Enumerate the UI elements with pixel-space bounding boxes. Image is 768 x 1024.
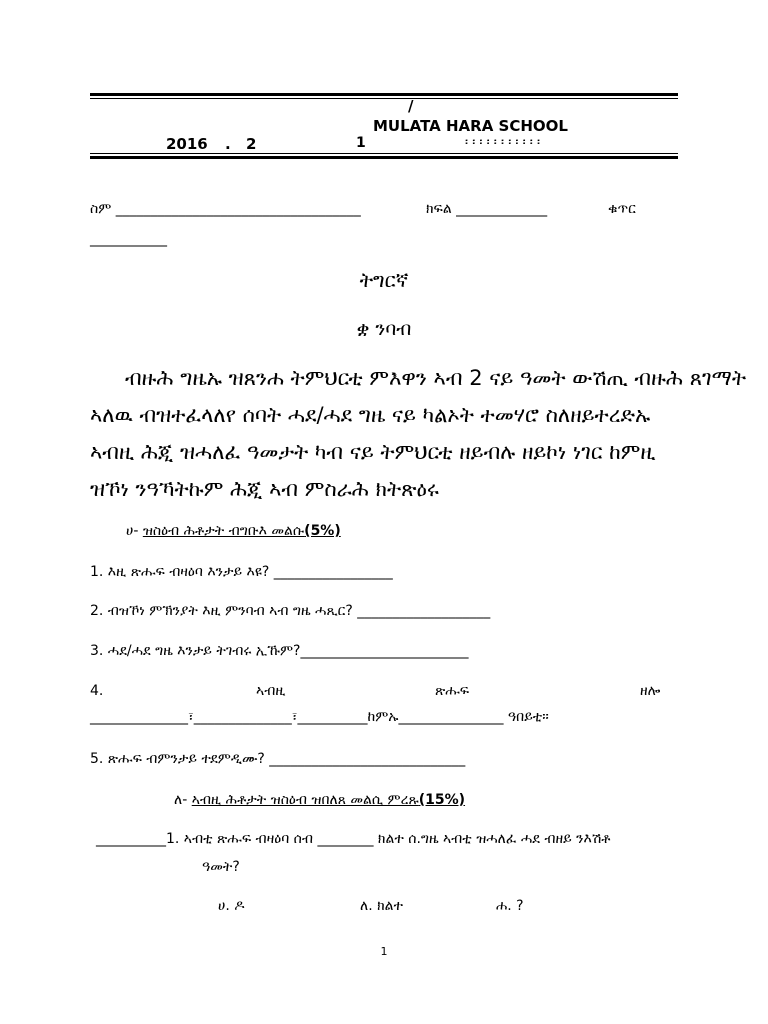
question-3 xyxy=(90,643,468,659)
section-b-marker: ለ- xyxy=(174,792,192,808)
section-a-marker: ሀ- xyxy=(126,523,143,539)
roll-line[interactable]: ___________ xyxy=(90,231,167,247)
question-4-blanks xyxy=(90,709,549,725)
question-1-text: 1. እዚ ጽሑፍ ብዛዕባ እንታይ እዩ? xyxy=(90,564,270,580)
header-slash: / xyxy=(408,97,414,115)
header-year: 2016 xyxy=(166,135,208,153)
header-exam-type: ፡ ፡ ፡ ፡ ፡ ፡ ፡ ፡ ፡ ፡ ፡ xyxy=(465,135,541,150)
mc-answer-blank[interactable]: __________ xyxy=(96,831,166,847)
page-number: 1 xyxy=(380,945,388,958)
section-subtitle: ቋ ንባብ xyxy=(356,318,412,340)
question-5-text: 5. ጽሑፍ ብምንታይ ተደምዲሙ? xyxy=(90,751,265,767)
q4-ending: ዓበይቲ። xyxy=(507,709,549,725)
mc-question-1-text: 1. ኣብቲ ጽሑፍ ብዛዕባ ሰብ ________ ክልተ ሰ.ግዜ ኣብቲ ዝሓለፈ ሓደ ብዘይ ንእሽቶ xyxy=(166,831,611,847)
passage-line-4: ዝኾነ ንዓኻትኩም ሕጂ ኣብ ምስራሕ ክትጽዕሩ xyxy=(90,477,439,501)
section-a-points: (5%) xyxy=(304,523,341,539)
q4-blank-3[interactable]: __________ xyxy=(297,709,368,725)
roll-label: ቁጥር xyxy=(608,201,636,217)
name-label: ስም xyxy=(90,201,116,217)
name-field xyxy=(90,201,361,217)
passage-line-1: ብዙሕ ግዜኡ ዝጸንሐ ትምህርቲ ምእዋን ኣብ 2 ናይ ዓመት ውሽጢ ብዙሕ ጸገማት xyxy=(125,366,747,390)
header-bottom-rule-thick xyxy=(90,156,678,159)
section-a-instruction: ዝስዕብ ሕቶታት ብግቡእ መልሱ xyxy=(142,523,305,539)
passage-line-3: ኣብዚ ሕጂ ዝሓለፈ ዓመታት ካብ ናይ ትምህርቲ ዘይብሉ ዘይኮነ ነገር ከምዚ xyxy=(90,440,656,464)
section-a-heading xyxy=(126,523,341,539)
name-line[interactable]: ___________________________________ xyxy=(115,201,361,217)
mc-question-1 xyxy=(96,831,610,847)
q4-separator-3: ከምኡ xyxy=(367,709,399,725)
header-term: 2 xyxy=(246,135,257,153)
question-1-answer-line[interactable]: _________________ xyxy=(273,564,393,580)
header-grade: 1 xyxy=(356,135,366,151)
section-b-instruction: ኣብዚ ሕቶታት ዝስዕብ ዝበለጸ መልሲ ምረጹ xyxy=(191,792,419,808)
exam-subject-title: ትግርኛ xyxy=(359,268,409,292)
school-name: MULATA HARA SCHOOL xyxy=(373,117,568,135)
section-b-heading xyxy=(174,792,465,808)
question-3-text: 3. ሓደ/ሓደ ግዜ እንታይ ትገብሩ ኢኹም? xyxy=(90,643,301,659)
question-5 xyxy=(90,751,465,767)
header-bottom-rule-thin xyxy=(90,153,678,154)
question-4-word-2: ጽሑፍ xyxy=(435,683,470,699)
q4-separator-2: ፣ xyxy=(291,709,298,725)
question-4-word-1: ኣብዚ xyxy=(256,683,286,699)
q4-blank-2[interactable]: ______________ xyxy=(193,709,292,725)
mc-question-1-continued: ዓመት? xyxy=(202,859,240,875)
question-4-number: 4. xyxy=(90,683,104,699)
question-1 xyxy=(90,564,393,580)
mc-option-c[interactable]: ሐ. ? xyxy=(496,898,524,914)
class-field xyxy=(426,201,547,217)
header-dot: . xyxy=(225,135,231,153)
question-5-answer-line[interactable]: ____________________________ xyxy=(269,751,466,767)
question-2-text: 2. ብዝኾነ ምኽንያት እዚ ምንባብ ኣብ ግዜ ሓጺር? xyxy=(90,603,353,619)
header-top-rule-thin xyxy=(90,98,678,99)
class-label: ክፍል xyxy=(426,201,457,217)
q4-separator-1: ፣ xyxy=(188,709,194,725)
mc-option-b[interactable]: ለ. ክልተ xyxy=(360,898,403,914)
q4-blank-1[interactable]: ______________ xyxy=(90,709,188,725)
section-b-points: (15%) xyxy=(418,792,466,808)
mc-option-a[interactable]: ሀ. ዶ xyxy=(218,898,245,914)
question-2-answer-line[interactable]: ___________________ xyxy=(357,603,491,619)
q4-blank-4[interactable]: _______________ xyxy=(398,709,504,725)
question-3-answer-line[interactable]: ________________________ xyxy=(300,643,469,659)
question-2 xyxy=(90,603,490,619)
passage-line-2: ኣለዉ ብዝተፈላለየ ሰባት ሓደ/ሓደ ግዜ ናይ ካልኦት ተመሃሮ ስለዘይተረድኡ xyxy=(90,403,651,427)
header-top-rule-thick xyxy=(90,93,678,96)
class-line[interactable]: _____________ xyxy=(456,201,548,217)
question-4-word-3: ዘሎ xyxy=(640,683,661,699)
